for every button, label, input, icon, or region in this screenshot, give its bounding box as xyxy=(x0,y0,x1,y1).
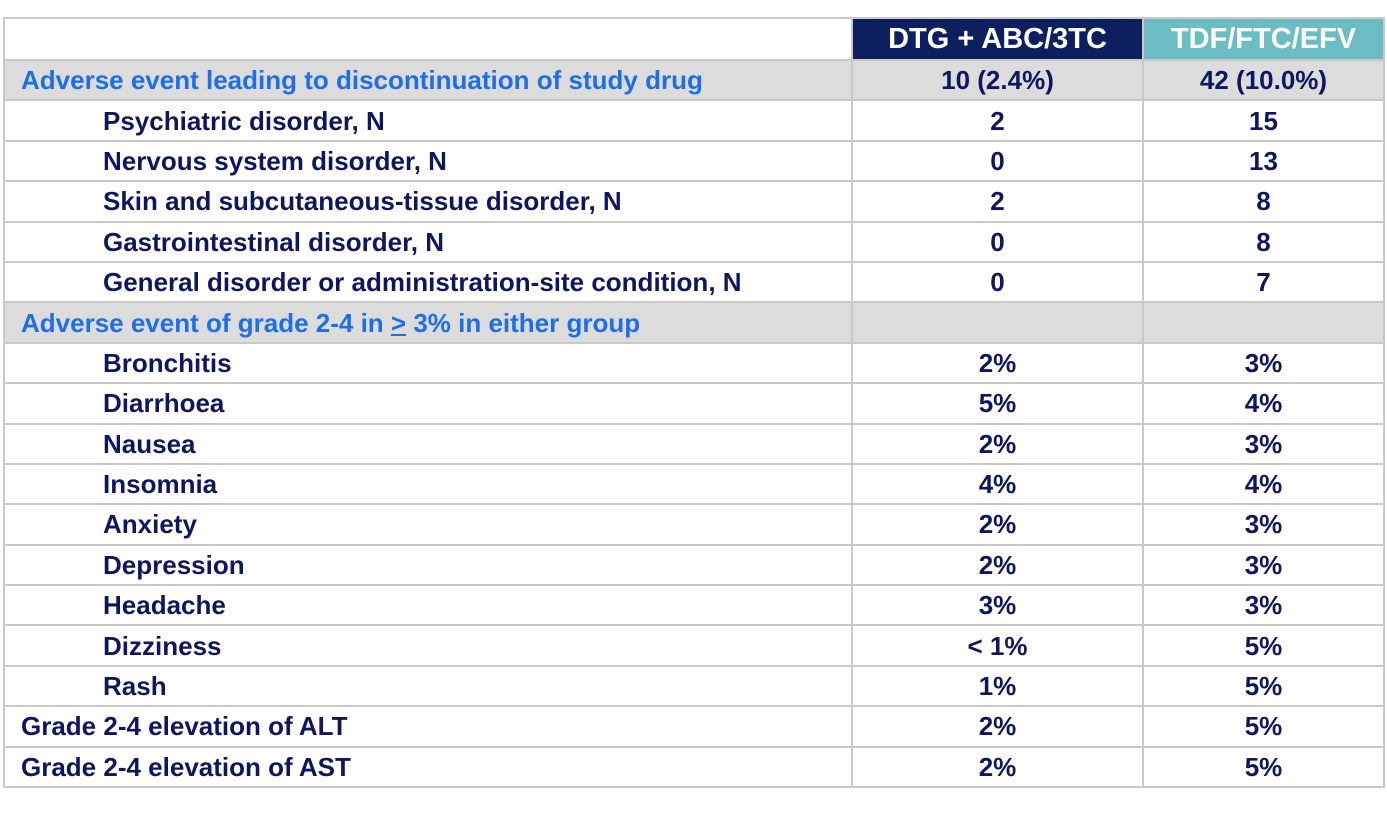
row-label: General disorder or administration-site condition, N xyxy=(4,262,852,302)
adverse-events-table xyxy=(3,17,1385,788)
row-label: Psychiatric disorder, N xyxy=(4,100,852,140)
greater-equal-symbol: > xyxy=(390,307,407,338)
row-label: Grade 2-4 elevation of AST xyxy=(4,747,852,787)
row-dtg-value: 0 xyxy=(852,222,1143,262)
row-tdf-value: 7 xyxy=(1143,262,1384,302)
row-label: Dizziness xyxy=(4,625,852,665)
table-row xyxy=(4,141,1384,181)
table-row xyxy=(4,666,1384,706)
row-tdf-value: 5% xyxy=(1143,747,1384,787)
row-label: Nervous system disorder, N xyxy=(4,141,852,181)
table-row xyxy=(4,343,1384,383)
row-tdf-value: 8 xyxy=(1143,222,1384,262)
row-tdf-value: 3% xyxy=(1143,545,1384,585)
row-label: Grade 2-4 elevation of ALT xyxy=(4,706,852,746)
row-tdf-value: 5% xyxy=(1143,666,1384,706)
header-label-cell xyxy=(4,18,852,60)
section-grade-2-4-tdf xyxy=(1143,302,1384,342)
row-dtg-value: 5% xyxy=(852,383,1143,423)
section-discontinuation-tdf: 42 (10.0%) xyxy=(1143,60,1384,100)
row-dtg-value: 2% xyxy=(852,706,1143,746)
table-row xyxy=(4,625,1384,665)
section-grade-2-4-dtg xyxy=(852,302,1143,342)
row-dtg-value: 3% xyxy=(852,585,1143,625)
header-tdf-ftc-efv: TDF/FTC/EFV xyxy=(1143,18,1384,60)
table-row xyxy=(4,424,1384,464)
table-row xyxy=(4,383,1384,423)
row-label: Gastrointestinal disorder, N xyxy=(4,222,852,262)
row-tdf-value: 3% xyxy=(1143,585,1384,625)
table-row xyxy=(4,222,1384,262)
table-row xyxy=(4,464,1384,504)
row-label: Insomnia xyxy=(4,464,852,504)
row-dtg-value: 0 xyxy=(852,262,1143,302)
row-label: Nausea xyxy=(4,424,852,464)
row-dtg-value: 2% xyxy=(852,747,1143,787)
table-row xyxy=(4,585,1384,625)
row-dtg-value: 2 xyxy=(852,100,1143,140)
row-label: Diarrhoea xyxy=(4,383,852,423)
row-tdf-value: 3% xyxy=(1143,424,1384,464)
section-label-pre: Adverse event of grade 2-4 in xyxy=(21,307,391,338)
row-dtg-value: 1% xyxy=(852,666,1143,706)
row-dtg-value: 2 xyxy=(852,181,1143,221)
table-row xyxy=(4,545,1384,585)
row-label: Bronchitis xyxy=(4,343,852,383)
row-tdf-value: 8 xyxy=(1143,181,1384,221)
table-row-alt xyxy=(4,706,1384,746)
row-tdf-value: 5% xyxy=(1143,706,1384,746)
section-grade-2-4-row xyxy=(4,302,1384,342)
row-tdf-value: 3% xyxy=(1143,343,1384,383)
row-label: Skin and subcutaneous-tissue disorder, N xyxy=(4,181,852,221)
section-discontinuation-dtg: 10 (2.4%) xyxy=(852,60,1143,100)
row-label: Depression xyxy=(4,545,852,585)
section-grade-2-4-label xyxy=(4,302,852,342)
header-row xyxy=(4,18,1384,60)
row-label: Headache xyxy=(4,585,852,625)
row-dtg-value: < 1% xyxy=(852,625,1143,665)
row-label: Rash xyxy=(4,666,852,706)
table-row xyxy=(4,262,1384,302)
row-dtg-value: 0 xyxy=(852,141,1143,181)
row-label: Anxiety xyxy=(4,504,852,544)
row-tdf-value: 15 xyxy=(1143,100,1384,140)
row-tdf-value: 13 xyxy=(1143,141,1384,181)
row-tdf-value: 4% xyxy=(1143,464,1384,504)
section-label-post: 3% in either group xyxy=(406,307,641,338)
row-dtg-value: 4% xyxy=(852,464,1143,504)
row-dtg-value: 2% xyxy=(852,424,1143,464)
row-tdf-value: 4% xyxy=(1143,383,1384,423)
row-dtg-value: 2% xyxy=(852,343,1143,383)
table-row xyxy=(4,100,1384,140)
table-row xyxy=(4,181,1384,221)
row-tdf-value: 5% xyxy=(1143,625,1384,665)
table-row-ast xyxy=(4,747,1384,787)
header-dtg-abc-3tc: DTG + ABC/3TC xyxy=(852,18,1143,60)
row-dtg-value: 2% xyxy=(852,504,1143,544)
section-discontinuation-row xyxy=(4,60,1384,100)
section-discontinuation-label: Adverse event leading to discontinuation of study drug xyxy=(4,60,852,100)
row-dtg-value: 2% xyxy=(852,545,1143,585)
row-tdf-value: 3% xyxy=(1143,504,1384,544)
table-row xyxy=(4,504,1384,544)
